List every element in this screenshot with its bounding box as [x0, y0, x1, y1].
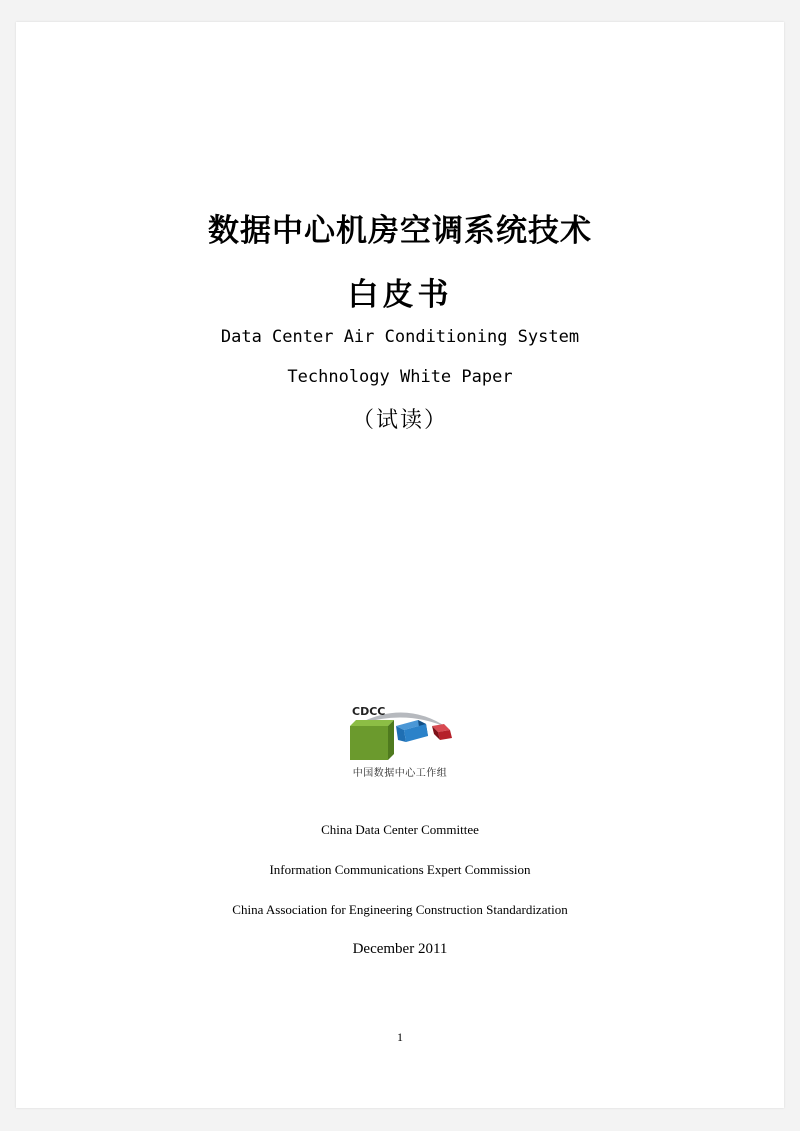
publication-date: December 2011: [352, 941, 448, 957]
publisher-2: Information Communications Expert Commission: [269, 862, 531, 877]
cdcc-logo-caption: 中国数据中心工作组: [352, 768, 448, 779]
title-chinese-line-2: 白皮书: [347, 277, 453, 313]
publisher-3: China Association for Engineering Construction Standardization: [232, 902, 568, 917]
page-number: 1: [397, 1030, 403, 1044]
title-english-line-2: Technology White Paper: [287, 367, 513, 387]
title-english-line-1: Data Center Air Conditioning System: [220, 327, 580, 347]
title-chinese-line-1: 数据中心机房空调系统技术: [208, 213, 592, 249]
publisher-1: China Data Center Committee: [321, 822, 479, 837]
cdcc-logo-acronym: CDCC: [352, 705, 386, 718]
edition-label: （试读）: [351, 408, 448, 433]
